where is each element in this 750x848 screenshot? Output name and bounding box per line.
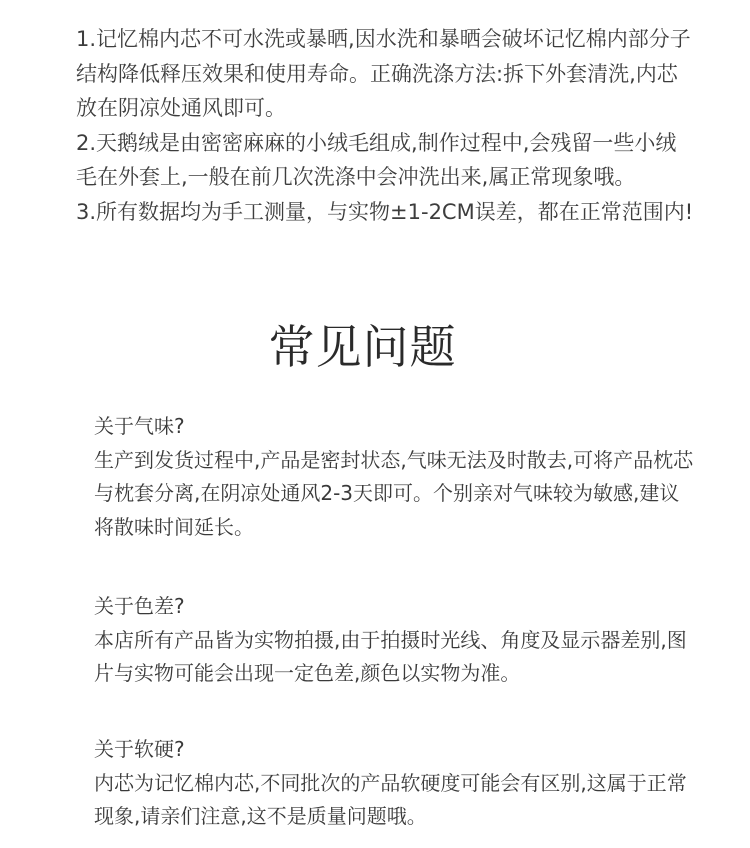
care-notes bbox=[76, 22, 696, 229]
faq-heading: 常见问题 bbox=[268, 320, 457, 374]
care-note-washing: 1.记忆棉内芯不可水洗或暴晒,因水洗和暴晒会破坏记忆棉内部分子结构降低释压效果和使用寿命。正确洗涤方法:拆下外套清洗,内芯放在阴凉处通风即可。 bbox=[76, 27, 691, 120]
faq-question: 关于色差? bbox=[94, 594, 185, 618]
faq-item-smell bbox=[94, 410, 694, 544]
faq-item-softness bbox=[94, 733, 694, 834]
faq-question: 关于气味? bbox=[94, 414, 185, 438]
faq-answer: 本店所有产品皆为实物拍摄,由于拍摄时光线、角度及显示器差别,图片与实物可能会出现一定色差,颜色以实物为准。 bbox=[94, 627, 687, 685]
care-note-measurement: 3.所有数据均为手工测量，与实物±1-2CM误差，都在正常范围内! bbox=[76, 199, 694, 224]
faq-answer: 生产到发货过程中,产品是密封状态,气味无法及时散去,可将产品枕芯与枕套分离,在阴凉处通风2-3天即可。个别亲对气味较为敏感,建议将散味时间延长。 bbox=[94, 447, 694, 539]
faq-answer: 内芯为记忆棉内芯,不同批次的产品软硬度可能会有区别,这属于正常现象,请亲们注意,这不是质量问题哦。 bbox=[94, 770, 687, 828]
faq-question: 关于软硬? bbox=[94, 737, 185, 761]
faq-item-color-difference bbox=[94, 590, 694, 691]
care-note-velvet-fuzz: 2.天鹅绒是由密密麻麻的小绒毛组成,制作过程中,会残留一些小绒毛在外套上,一般在前几次洗涤中会冲洗出来,属正常现象哦。 bbox=[76, 130, 677, 189]
